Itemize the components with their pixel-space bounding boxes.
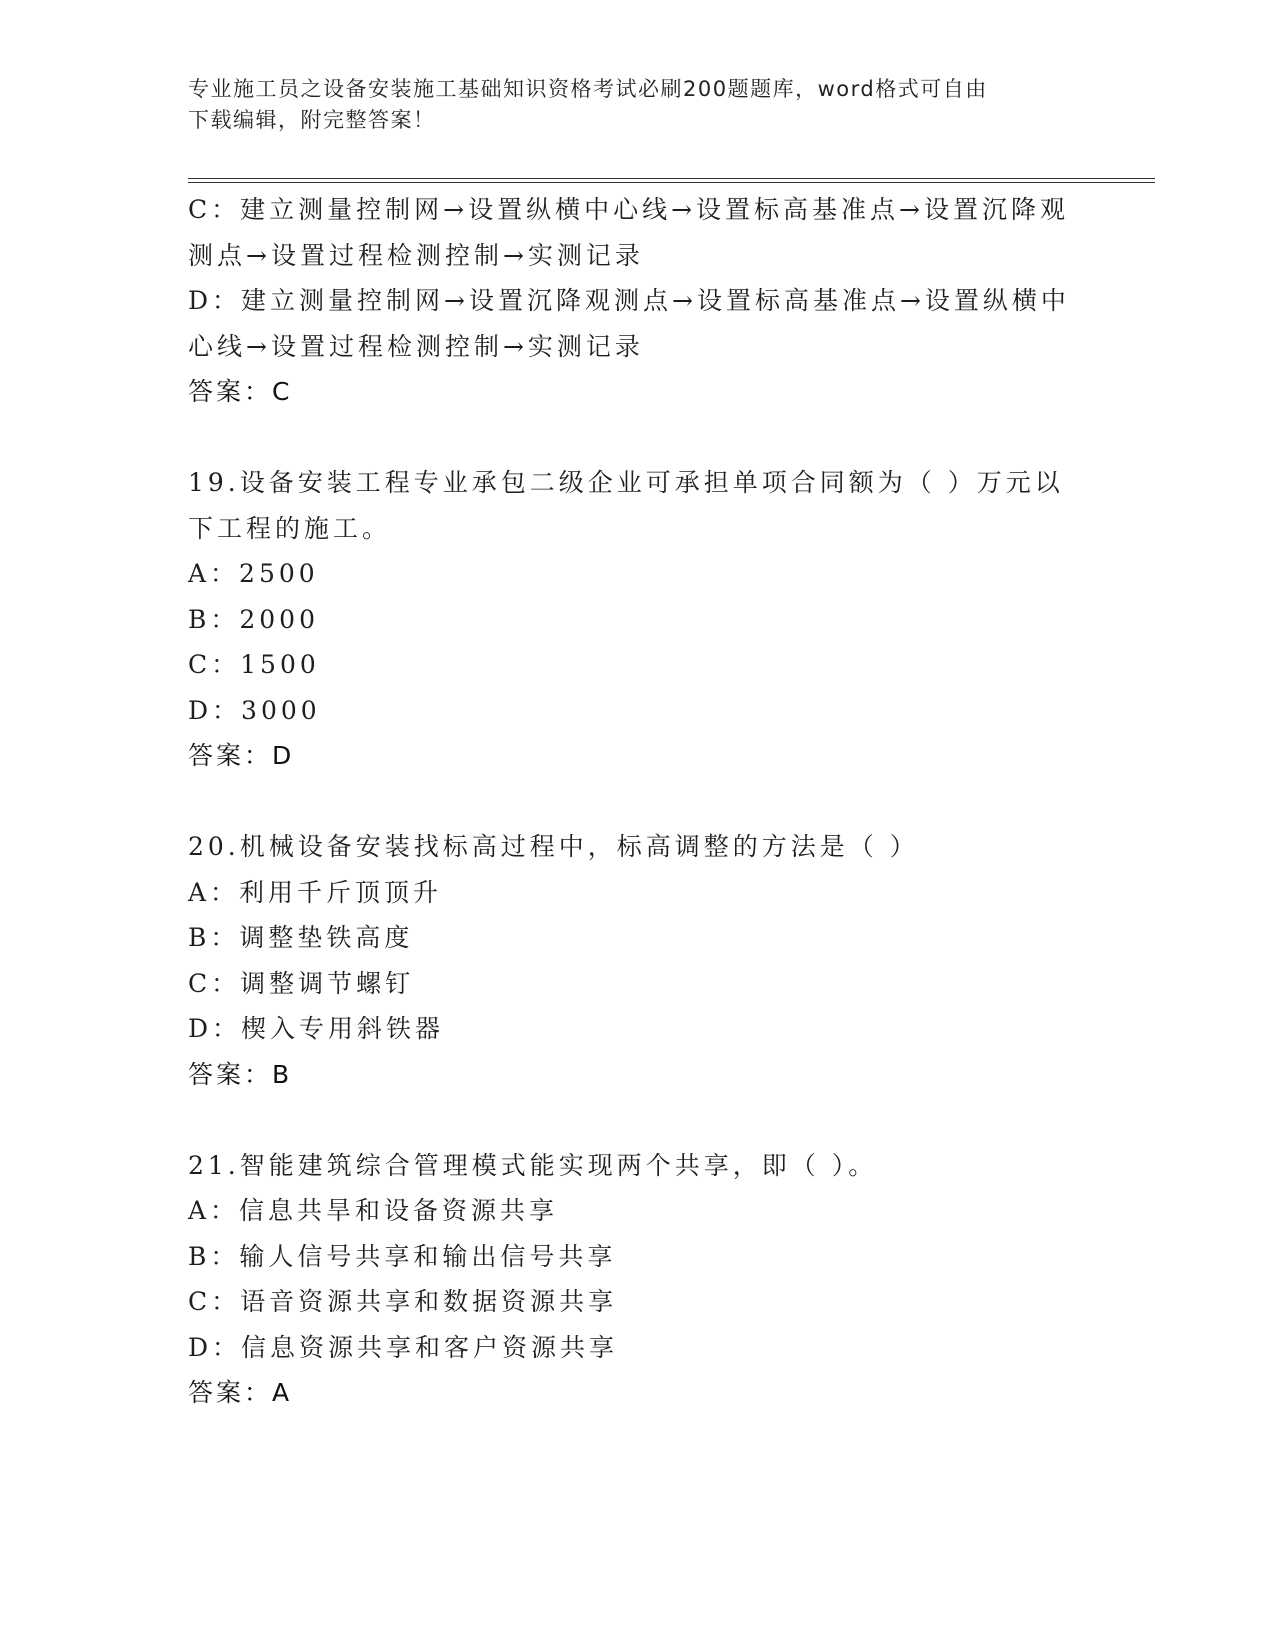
- option-d-line-2: 心线→设置过程检测控制→实测记录: [188, 331, 644, 361]
- spacer: [188, 1097, 1078, 1143]
- question-stem-line-2: 下工程的施工。: [188, 513, 392, 543]
- question-content: [188, 187, 1078, 1416]
- header-title-line-1: 专业施工员之设备安装施工基础知识资格考试必刷200题题库，word格式可自由: [188, 77, 988, 101]
- spacer: [188, 779, 1078, 825]
- question-20-block: [188, 824, 1078, 1097]
- question-19-block: [188, 460, 1078, 779]
- answer-line: 答案：A: [188, 1378, 293, 1407]
- option-c: C：1500: [188, 650, 320, 679]
- option-b: B：调整垫铁高度: [188, 923, 414, 952]
- page-header: [188, 74, 1088, 136]
- option-b: B：2000: [188, 604, 319, 634]
- option-c-line-1: C：建立测量控制网→设置纵横中心线→设置标高基准点→设置沉降观: [188, 195, 1069, 224]
- answer-line: 答案：D: [188, 741, 295, 770]
- question-stem-line-1: 19.设备安装工程专业承包二级企业可承担单项合同额为（ ）万元以: [188, 468, 1064, 497]
- option-d: D：3000: [188, 695, 321, 725]
- answer-line: 答案：B: [188, 1059, 293, 1089]
- header-title-line-2: 下载编辑，附完整答案！: [188, 108, 436, 132]
- spacer: [188, 415, 1078, 461]
- option-d: D：楔入专用斜铁器: [188, 1014, 445, 1043]
- header-divider: [188, 178, 1155, 183]
- option-a: A：利用千斤顶顶升: [188, 877, 443, 907]
- previous-question-block: [188, 187, 1078, 415]
- option-d-line-1: D：建立测量控制网→设置沉降观测点→设置标高基准点→设置纵横中: [188, 286, 1070, 315]
- option-c-line-2: 测点→设置过程检测控制→实测记录: [188, 240, 644, 270]
- option-d: D：信息资源共享和客户资源共享: [188, 1332, 619, 1362]
- question-21-block: [188, 1143, 1078, 1416]
- option-a: A：2500: [188, 559, 319, 588]
- question-stem-line-1: 21.智能建筑综合管理模式能实现两个共享，即（ ）。: [188, 1150, 878, 1180]
- option-b: B：输人信号共享和输出信号共享: [188, 1241, 617, 1271]
- question-stem-line-1: 20.机械设备安装找标高过程中，标高调整的方法是（ ）: [188, 832, 919, 861]
- answer-line: 答案：C: [188, 377, 293, 406]
- option-c: C：语音资源共享和数据资源共享: [188, 1287, 618, 1316]
- option-c: C：调整调节螺钉: [188, 968, 415, 998]
- option-a: A：信息共旱和设备资源共享: [188, 1196, 559, 1225]
